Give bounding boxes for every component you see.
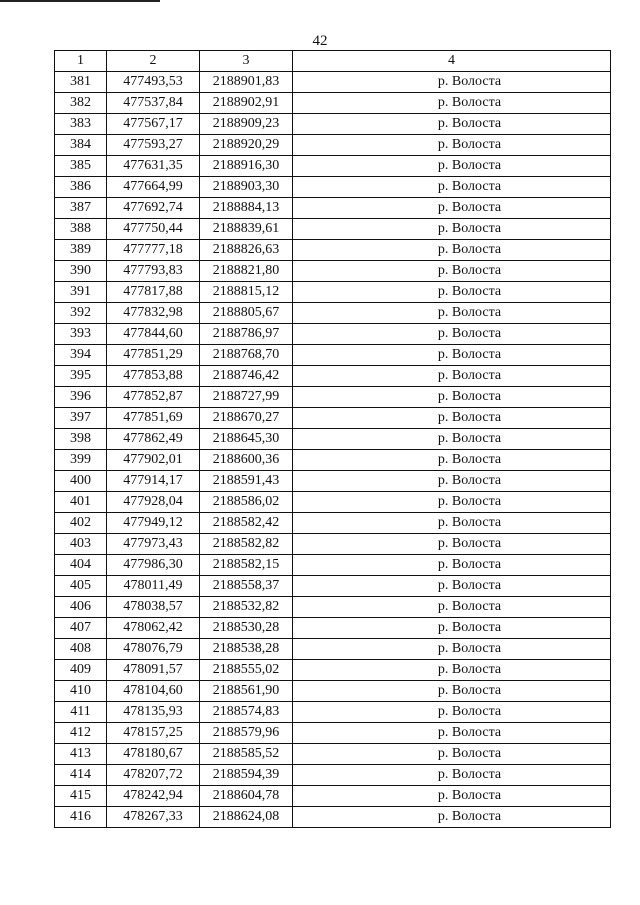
y-coordinate-cell: 2188582,82	[200, 534, 293, 555]
y-coordinate-cell: 2188561,90	[200, 681, 293, 702]
y-coordinate-cell: 2188594,39	[200, 765, 293, 786]
x-coordinate-cell: 477593,27	[107, 135, 200, 156]
x-coordinate-cell: 478207,72	[107, 765, 200, 786]
point-number-cell: 415	[55, 786, 107, 807]
y-coordinate-cell: 2188604,78	[200, 786, 293, 807]
point-number-cell: 382	[55, 93, 107, 114]
point-number-cell: 389	[55, 240, 107, 261]
point-number-cell: 393	[55, 324, 107, 345]
table-row	[55, 114, 611, 135]
y-coordinate-cell: 2188746,42	[200, 366, 293, 387]
y-coordinate-cell: 2188727,99	[200, 387, 293, 408]
table-row	[55, 303, 611, 324]
description-cell: р. Волоста	[293, 345, 611, 366]
table-row	[55, 681, 611, 702]
description-cell: р. Волоста	[293, 282, 611, 303]
table-row	[55, 261, 611, 282]
description-cell: р. Волоста	[293, 639, 611, 660]
point-number-cell: 411	[55, 702, 107, 723]
y-coordinate-cell: 2188585,52	[200, 744, 293, 765]
point-number-cell: 397	[55, 408, 107, 429]
point-number-cell: 416	[55, 807, 107, 828]
description-cell: р. Волоста	[293, 261, 611, 282]
y-coordinate-cell: 2188670,27	[200, 408, 293, 429]
x-coordinate-cell: 477862,49	[107, 429, 200, 450]
table-header-row	[55, 51, 611, 72]
y-coordinate-cell: 2188579,96	[200, 723, 293, 744]
x-coordinate-cell: 477851,29	[107, 345, 200, 366]
y-coordinate-cell: 2188884,13	[200, 198, 293, 219]
x-coordinate-cell: 477928,04	[107, 492, 200, 513]
y-coordinate-cell: 2188768,70	[200, 345, 293, 366]
description-cell: р. Волоста	[293, 387, 611, 408]
y-coordinate-cell: 2188591,43	[200, 471, 293, 492]
description-cell: р. Волоста	[293, 429, 611, 450]
x-coordinate-cell: 478091,57	[107, 660, 200, 681]
table-row	[55, 807, 611, 828]
description-cell: р. Волоста	[293, 681, 611, 702]
description-cell: р. Волоста	[293, 744, 611, 765]
description-cell: р. Волоста	[293, 156, 611, 177]
y-coordinate-cell: 2188916,30	[200, 156, 293, 177]
x-coordinate-cell: 477793,83	[107, 261, 200, 282]
x-coordinate-cell: 477973,43	[107, 534, 200, 555]
x-coordinate-cell: 478157,25	[107, 723, 200, 744]
table-row	[55, 534, 611, 555]
description-cell: р. Волоста	[293, 366, 611, 387]
y-coordinate-cell: 2188582,15	[200, 555, 293, 576]
table-row	[55, 723, 611, 744]
table-row	[55, 639, 611, 660]
y-coordinate-cell: 2188839,61	[200, 219, 293, 240]
y-coordinate-cell: 2188901,83	[200, 72, 293, 93]
y-coordinate-cell: 2188538,28	[200, 639, 293, 660]
x-coordinate-cell: 477852,87	[107, 387, 200, 408]
description-cell: р. Волоста	[293, 723, 611, 744]
description-cell: р. Волоста	[293, 177, 611, 198]
point-number-cell: 408	[55, 639, 107, 660]
point-number-cell: 405	[55, 576, 107, 597]
x-coordinate-cell: 478104,60	[107, 681, 200, 702]
point-number-cell: 390	[55, 261, 107, 282]
x-coordinate-cell: 477902,01	[107, 450, 200, 471]
point-number-cell: 391	[55, 282, 107, 303]
y-coordinate-cell: 2188582,42	[200, 513, 293, 534]
point-number-cell: 399	[55, 450, 107, 471]
table-row	[55, 471, 611, 492]
table-row	[55, 198, 611, 219]
table-row	[55, 282, 611, 303]
table-row	[55, 576, 611, 597]
description-cell: р. Волоста	[293, 198, 611, 219]
x-coordinate-cell: 477493,53	[107, 72, 200, 93]
column-header-3: 3	[200, 51, 293, 72]
point-number-cell: 395	[55, 366, 107, 387]
y-coordinate-cell: 2188903,30	[200, 177, 293, 198]
description-cell: р. Волоста	[293, 765, 611, 786]
table-row	[55, 702, 611, 723]
column-header-4: 4	[293, 51, 611, 72]
point-number-cell: 407	[55, 618, 107, 639]
x-coordinate-cell: 477537,84	[107, 93, 200, 114]
point-number-cell: 409	[55, 660, 107, 681]
x-coordinate-cell: 477692,74	[107, 198, 200, 219]
description-cell: р. Волоста	[293, 660, 611, 681]
description-cell: р. Волоста	[293, 303, 611, 324]
point-number-cell: 387	[55, 198, 107, 219]
x-coordinate-cell: 477851,69	[107, 408, 200, 429]
x-coordinate-cell: 477631,35	[107, 156, 200, 177]
y-coordinate-cell: 2188586,02	[200, 492, 293, 513]
description-cell: р. Волоста	[293, 219, 611, 240]
table-row	[55, 597, 611, 618]
x-coordinate-cell: 478062,42	[107, 618, 200, 639]
description-cell: р. Волоста	[293, 492, 611, 513]
table-row	[55, 135, 611, 156]
table-row	[55, 324, 611, 345]
table-row	[55, 765, 611, 786]
table-row	[55, 93, 611, 114]
table-row	[55, 240, 611, 261]
table-row	[55, 660, 611, 681]
point-number-cell: 401	[55, 492, 107, 513]
table-row	[55, 744, 611, 765]
description-cell: р. Волоста	[293, 114, 611, 135]
y-coordinate-cell: 2188624,08	[200, 807, 293, 828]
y-coordinate-cell: 2188530,28	[200, 618, 293, 639]
point-number-cell: 385	[55, 156, 107, 177]
y-coordinate-cell: 2188815,12	[200, 282, 293, 303]
table-row	[55, 366, 611, 387]
table-row	[55, 219, 611, 240]
description-cell: р. Волоста	[293, 702, 611, 723]
table-row	[55, 408, 611, 429]
y-coordinate-cell: 2188920,29	[200, 135, 293, 156]
y-coordinate-cell: 2188532,82	[200, 597, 293, 618]
table-row	[55, 429, 611, 450]
x-coordinate-cell: 477664,99	[107, 177, 200, 198]
table-row	[55, 618, 611, 639]
x-coordinate-cell: 477777,18	[107, 240, 200, 261]
table-body	[55, 72, 611, 828]
x-coordinate-cell: 477567,17	[107, 114, 200, 135]
point-number-cell: 386	[55, 177, 107, 198]
point-number-cell: 414	[55, 765, 107, 786]
description-cell: р. Волоста	[293, 618, 611, 639]
y-coordinate-cell: 2188826,63	[200, 240, 293, 261]
point-number-cell: 392	[55, 303, 107, 324]
y-coordinate-cell: 2188821,80	[200, 261, 293, 282]
x-coordinate-cell: 478242,94	[107, 786, 200, 807]
point-number-cell: 394	[55, 345, 107, 366]
y-coordinate-cell: 2188558,37	[200, 576, 293, 597]
y-coordinate-cell: 2188786,97	[200, 324, 293, 345]
description-cell: р. Волоста	[293, 513, 611, 534]
point-number-cell: 403	[55, 534, 107, 555]
scan-edge-line	[0, 0, 160, 2]
point-number-cell: 396	[55, 387, 107, 408]
y-coordinate-cell: 2188645,30	[200, 429, 293, 450]
description-cell: р. Волоста	[293, 72, 611, 93]
point-number-cell: 381	[55, 72, 107, 93]
x-coordinate-cell: 478011,49	[107, 576, 200, 597]
description-cell: р. Волоста	[293, 576, 611, 597]
description-cell: р. Волоста	[293, 597, 611, 618]
y-coordinate-cell: 2188909,23	[200, 114, 293, 135]
point-number-cell: 398	[55, 429, 107, 450]
description-cell: р. Волоста	[293, 135, 611, 156]
point-number-cell: 413	[55, 744, 107, 765]
point-number-cell: 410	[55, 681, 107, 702]
description-cell: р. Волоста	[293, 807, 611, 828]
x-coordinate-cell: 477817,88	[107, 282, 200, 303]
table-row	[55, 786, 611, 807]
description-cell: р. Волоста	[293, 534, 611, 555]
point-number-cell: 400	[55, 471, 107, 492]
column-header-1: 1	[55, 51, 107, 72]
x-coordinate-cell: 478267,33	[107, 807, 200, 828]
table-row	[55, 492, 611, 513]
column-header-2: 2	[107, 51, 200, 72]
description-cell: р. Волоста	[293, 450, 611, 471]
table-row	[55, 450, 611, 471]
y-coordinate-cell: 2188574,83	[200, 702, 293, 723]
x-coordinate-cell: 477986,30	[107, 555, 200, 576]
table-row	[55, 72, 611, 93]
table-row	[55, 513, 611, 534]
description-cell: р. Волоста	[293, 471, 611, 492]
x-coordinate-cell: 478135,93	[107, 702, 200, 723]
description-cell: р. Волоста	[293, 555, 611, 576]
x-coordinate-cell: 478180,67	[107, 744, 200, 765]
description-cell: р. Волоста	[293, 786, 611, 807]
description-cell: р. Волоста	[293, 240, 611, 261]
x-coordinate-cell: 477832,98	[107, 303, 200, 324]
description-cell: р. Волоста	[293, 324, 611, 345]
y-coordinate-cell: 2188555,02	[200, 660, 293, 681]
x-coordinate-cell: 477914,17	[107, 471, 200, 492]
table-row	[55, 387, 611, 408]
y-coordinate-cell: 2188805,67	[200, 303, 293, 324]
page-number: 42	[312, 33, 328, 49]
x-coordinate-cell: 478038,57	[107, 597, 200, 618]
coordinates-table	[54, 50, 611, 828]
x-coordinate-cell: 477750,44	[107, 219, 200, 240]
x-coordinate-cell: 478076,79	[107, 639, 200, 660]
y-coordinate-cell: 2188902,91	[200, 93, 293, 114]
x-coordinate-cell: 477949,12	[107, 513, 200, 534]
table-row	[55, 555, 611, 576]
description-cell: р. Волоста	[293, 93, 611, 114]
y-coordinate-cell: 2188600,36	[200, 450, 293, 471]
point-number-cell: 388	[55, 219, 107, 240]
point-number-cell: 404	[55, 555, 107, 576]
x-coordinate-cell: 477844,60	[107, 324, 200, 345]
point-number-cell: 406	[55, 597, 107, 618]
point-number-cell: 384	[55, 135, 107, 156]
table-row	[55, 345, 611, 366]
point-number-cell: 383	[55, 114, 107, 135]
point-number-cell: 402	[55, 513, 107, 534]
x-coordinate-cell: 477853,88	[107, 366, 200, 387]
table-row	[55, 156, 611, 177]
table-row	[55, 177, 611, 198]
description-cell: р. Волоста	[293, 408, 611, 429]
point-number-cell: 412	[55, 723, 107, 744]
